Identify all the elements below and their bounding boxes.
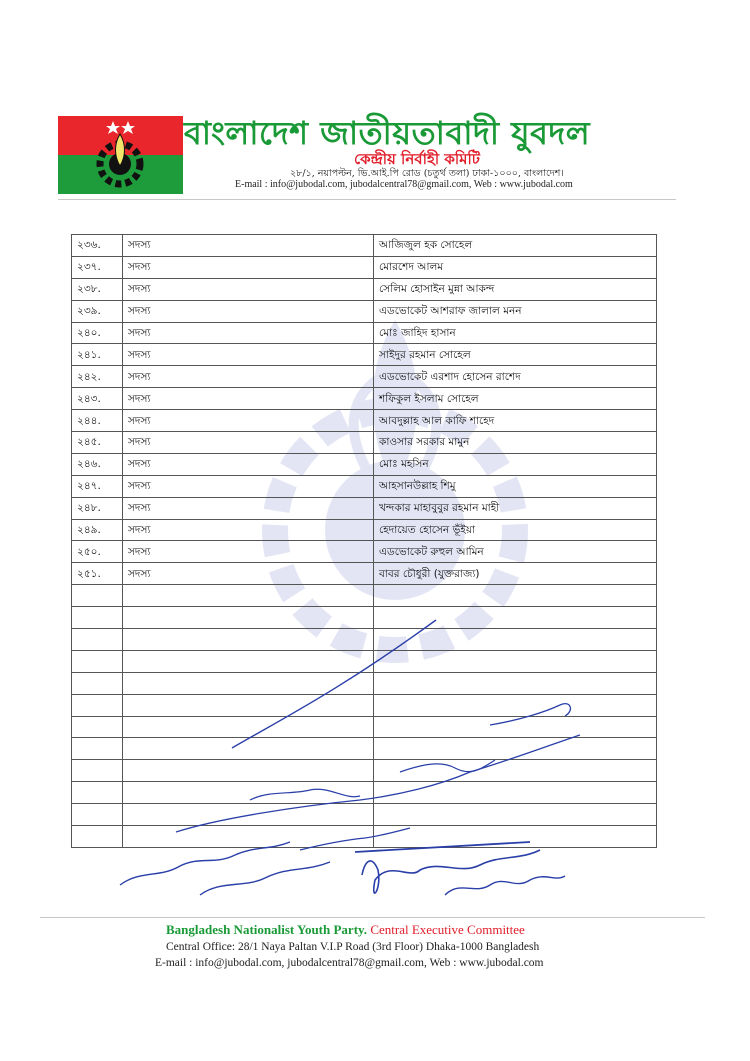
table-row [72,432,657,454]
member-name: আবদুল্লাহ আল কাফি শাহেদ [374,410,657,432]
table-row [72,410,657,432]
table-row [72,256,657,278]
footer-committee: Central Executive Committee [370,922,525,937]
member-post: সদস্য [123,344,374,366]
member-name: এডভোকেট রুহুল আমিন [374,541,657,563]
empty-cell [374,716,657,738]
member-post: সদস্য [123,497,374,519]
empty-cell [123,716,374,738]
empty-cell [123,804,374,826]
member-number: ২৩৯. [72,300,123,322]
empty-cell [72,760,123,782]
footer-divider [40,917,705,918]
member-name: হেদায়েত হোসেন ভূঁইয়া [374,519,657,541]
member-name: এডভোকেট এরশাদ হোসেন রাশেদ [374,366,657,388]
empty-cell [123,782,374,804]
empty-table-row [72,782,657,804]
table-row [72,322,657,344]
member-number: ২৪২. [72,366,123,388]
table-row [72,388,657,410]
member-number: ২৩৬. [72,235,123,257]
member-number: ২৪৭. [72,475,123,497]
empty-table-row [72,716,657,738]
empty-cell [374,607,657,629]
empty-cell [123,607,374,629]
empty-cell [72,694,123,716]
empty-cell [374,782,657,804]
empty-cell [374,585,657,607]
member-name: সাইদুর রহমান সোহেল [374,344,657,366]
member-number: ২৩৭. [72,256,123,278]
empty-cell [72,738,123,760]
member-number: ২৪৩. [72,388,123,410]
header-email: E-mail : info@jubodal.com, jubodalcentral78@gmail.com, Web : www.jubodal.com [235,179,573,190]
empty-table-row [72,826,657,848]
member-name: মোঃ মহসিন [374,453,657,475]
empty-table-row [72,738,657,760]
member-number: ২৪৬. [72,453,123,475]
member-number: ২৪৫. [72,432,123,454]
member-number: ২৪১. [72,344,123,366]
empty-cell [72,804,123,826]
table-row [72,278,657,300]
committee-subtitle: কেন্দ্রীয় নির্বাহী কমিটি [354,150,480,168]
empty-cell [123,826,374,848]
table-row [72,344,657,366]
member-post: সদস্য [123,256,374,278]
member-name: খন্দকার মাহাবুবুর রহমান মাহী [374,497,657,519]
empty-cell [72,716,123,738]
member-post: সদস্য [123,541,374,563]
member-name: সেলিম হোসাইন মুন্না আকন্দ [374,278,657,300]
member-table [71,234,657,848]
empty-cell [123,694,374,716]
member-number: ২৩৮. [72,278,123,300]
empty-cell [72,672,123,694]
table-row [72,366,657,388]
empty-cell [123,650,374,672]
empty-table-row [72,760,657,782]
empty-table-row [72,672,657,694]
empty-cell [374,629,657,651]
empty-cell [72,629,123,651]
footer-email: E-mail : info@jubodal.com, jubodalcentral78@gmail.com, Web : www.jubodal.com [155,957,544,969]
table-row [72,475,657,497]
header-divider [58,199,676,200]
member-number: ২৪৪. [72,410,123,432]
empty-cell [374,694,657,716]
table-row [72,497,657,519]
empty-table-row [72,804,657,826]
empty-cell [374,738,657,760]
member-post: সদস্য [123,235,374,257]
empty-cell [374,650,657,672]
member-post: সদস্য [123,519,374,541]
empty-cell [374,826,657,848]
table-row [72,235,657,257]
member-name: শফিকুল ইসলাম সোহেল [374,388,657,410]
empty-cell [123,629,374,651]
empty-cell [72,826,123,848]
member-number: ২৫১. [72,563,123,585]
empty-cell [72,782,123,804]
table-row [72,563,657,585]
member-name: মোরশেদ আলম [374,256,657,278]
member-post: সদস্য [123,366,374,388]
member-post: সদস্য [123,432,374,454]
table-row [72,541,657,563]
empty-cell [72,650,123,672]
empty-cell [374,672,657,694]
member-number: ২৪৮. [72,497,123,519]
footer-organization [166,922,525,938]
footer-office-address: Central Office: 28/1 Naya Paltan V.I.P Road (3rd Floor) Dhaka-1000 Bangladesh [166,941,540,953]
member-post: সদস্য [123,278,374,300]
empty-table-row [72,585,657,607]
organization-title: বাংলাদেশ জাতীয়তাবাদী যুবদল [184,114,591,152]
member-name: বাবর চৌধুরী (যুক্তরাজ্য) [374,563,657,585]
member-post: সদস্য [123,322,374,344]
empty-cell [123,760,374,782]
member-post: সদস্য [123,453,374,475]
member-post: সদস্য [123,300,374,322]
empty-table-row [72,629,657,651]
member-name: মোঃ জাহিদ হাসান [374,322,657,344]
empty-cell [374,804,657,826]
empty-cell [123,738,374,760]
empty-table-row [72,650,657,672]
member-number: ২৪০. [72,322,123,344]
empty-table-row [72,694,657,716]
member-post: সদস্য [123,410,374,432]
member-name: কাওসার সরকার মামুন [374,432,657,454]
table-row [72,300,657,322]
member-name: এডভোকেট আশরাফ জালাল মনন [374,300,657,322]
footer-org-name: Bangladesh Nationalist Youth Party. [166,922,368,937]
empty-table-row [72,607,657,629]
table-row [72,519,657,541]
empty-cell [123,585,374,607]
empty-cell [72,585,123,607]
empty-cell [72,607,123,629]
member-number: ২৪৯. [72,519,123,541]
member-name: আজিজুল হক সোহেল [374,235,657,257]
empty-cell [123,672,374,694]
member-post: সদস্য [123,563,374,585]
member-post: সদস্য [123,475,374,497]
member-number: ২৫০. [72,541,123,563]
table-row [72,453,657,475]
member-name: আহসানউল্লাহ শিমু [374,475,657,497]
header-address: ২৮/১, নয়াপল্টন, ভি.আই.পি রোড (চতুর্থ তলা) ঢাকা-১০০০, বাংলাদেশ। [290,168,564,179]
member-post: সদস্য [123,388,374,410]
empty-cell [374,760,657,782]
flag-logo-icon [58,116,183,194]
